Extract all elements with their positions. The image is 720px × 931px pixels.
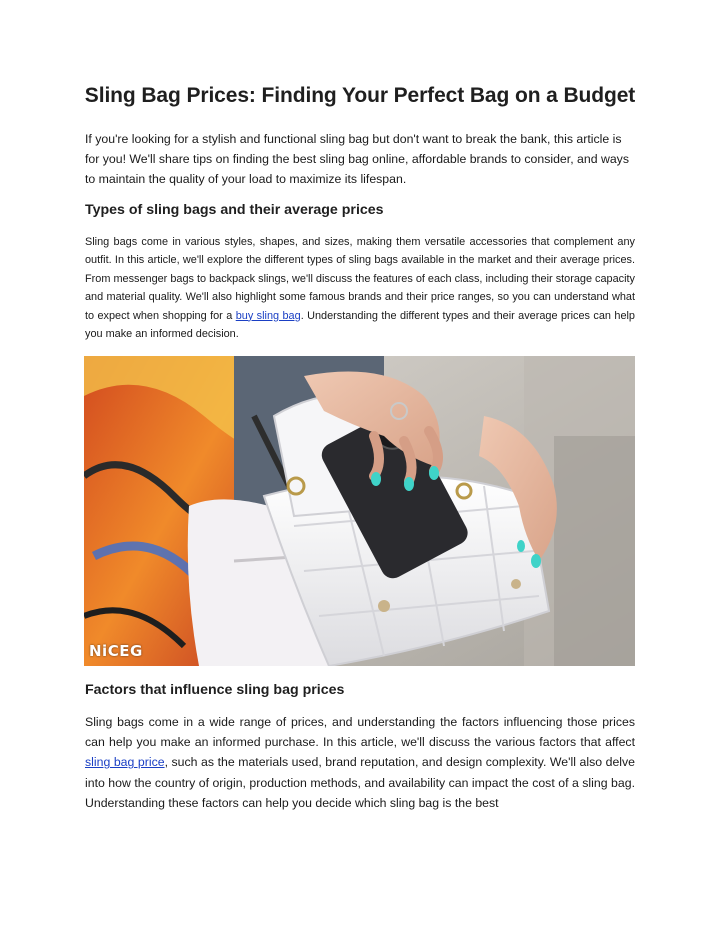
buy-sling-bag-link[interactable]: buy sling bag bbox=[235, 309, 301, 322]
paragraph-text: Sling bags come in various styles, shapes, and sizes, making them versatile accessories that complement any outfit. In this article, we'll explore the different types of sling bags available in the market and their average prices. From messenger bags to backpack slings, we'll discuss the features of each class, including their storage capacity and material quality. We'll also highlight some famous brands and their price ranges, so you can understand what to expect when shopping for a bbox=[85, 236, 635, 322]
sling-bag-price-link[interactable]: sling bag price bbox=[85, 755, 165, 770]
paragraph-text: . Understanding the different types and their average prices can help you make an informed decision. bbox=[85, 309, 635, 341]
article-photo bbox=[84, 356, 635, 666]
intro-paragraph: If you're looking for a stylish and functional sling bag but don't want to break the bank, this article is for you! We'll share tips on finding the best sling bag online, affordable brands to consider, and ways to maintain the quality of your load to maximize its lifespan. bbox=[85, 132, 629, 186]
section-heading-types: Types of sling bags and their average prices bbox=[85, 202, 384, 218]
section-heading-factors: Factors that influence sling bag prices bbox=[85, 682, 345, 698]
section-paragraph-types bbox=[85, 233, 635, 343]
section-paragraph-factors bbox=[85, 712, 635, 813]
page-title: Sling Bag Prices: Finding Your Perfect Bag on a Budget bbox=[84, 84, 636, 107]
paragraph-text: , such as the materials used, brand reputation, and design complexity. We'll also delve into how the country of origin, production methods, and availability can impact the cost of a sling bag. Understanding these factors can help you decide which sling bag is the best bbox=[85, 755, 636, 810]
paragraph-text: Sling bags come in a wide range of prices, and understanding the factors influencing those prices can help you make an informed purchase. In this article, we'll discuss the various factors that affect bbox=[85, 715, 635, 750]
niceg-logo: NiCEG bbox=[89, 642, 143, 660]
sling-bag-photo-illustration bbox=[84, 356, 635, 666]
